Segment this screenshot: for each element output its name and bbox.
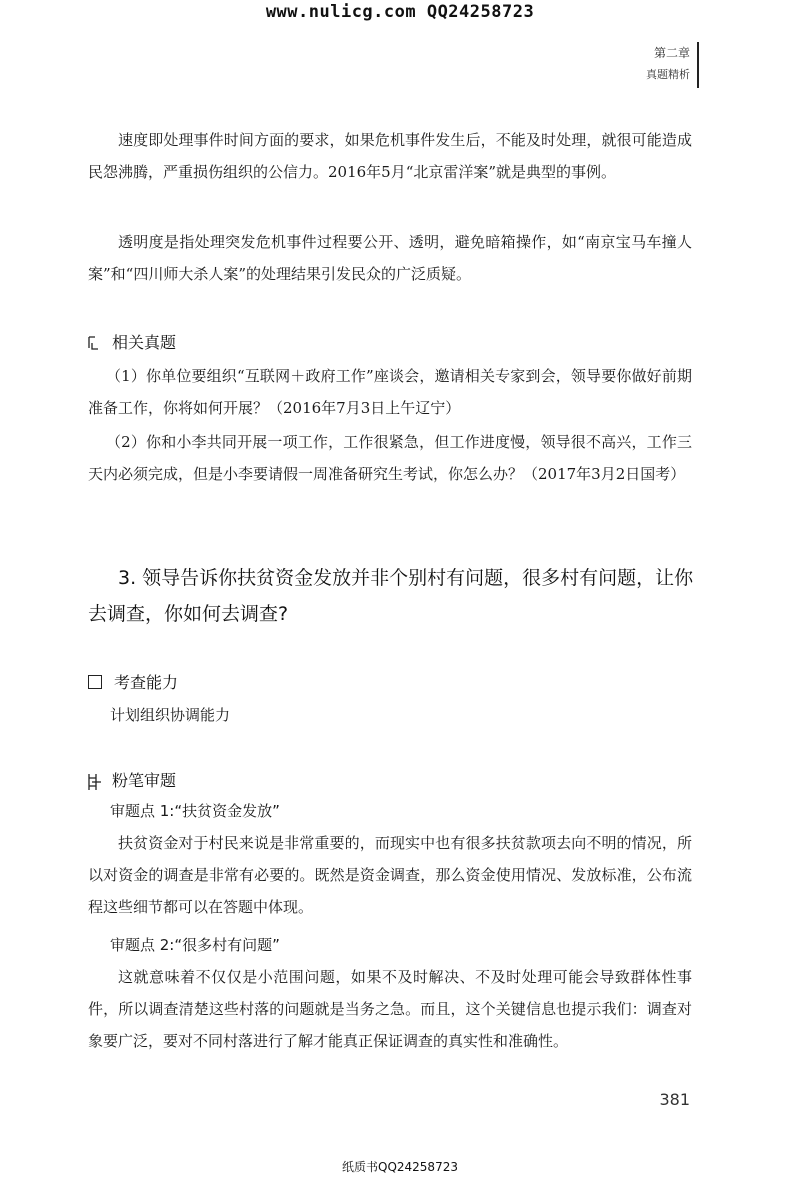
point1-title: 审题点 1:“扶贫资金发放” — [110, 802, 280, 820]
ability-heading-text: 考查能力 — [114, 673, 179, 692]
intro-paragraph-2: 透明度是指处理突发危机事件过程要公开、透明，避免暗箱操作，如“南京宝马车撞人案”和“四川师大杀人案”的处理结果引发民众的广泛质疑。 — [88, 233, 692, 283]
related-item-2: （2）你和小李共同开展一项工作，工作很紧急，但工作进度慢，领导很不高兴，工作三天内必须完成，但是小李要请假一周准备研究生考试，你怎么办？（2017年3月2日国考） — [88, 433, 692, 483]
watermark-bottom: 纸质书QQ24258723 — [342, 1160, 458, 1174]
question-title: 3. 领导告诉你扶贫资金发放并非个别村有问题，很多村有问题，让你去调查，你如何去调查? — [88, 567, 694, 625]
page-number: 381 — [659, 1090, 690, 1109]
ability-text: 计划组织协调能力 — [110, 706, 231, 724]
bracket-icon — [88, 335, 100, 349]
related-item-1: （1）你单位要组织“互联网＋政府工作”座谈会，邀请相关专家到会，领导要你做好前期准备工作，你将如何开展？（2016年7月3日上午辽宁） — [88, 367, 692, 417]
point1-text: 扶贫资金对于村民来说是非常重要的，而现实中也有很多扶贫款项去向不明的情况，所以对资金的调查是非常有必要的。既然是资金调查，那么资金使用情况、发放标准，公布流程这些细节都可以在答题中体现。 — [88, 834, 692, 916]
point2-text: 这就意味着不仅仅是小范围问题，如果不及时解决、不及时处理可能会导致群体性事件，所以调查清楚这些村落的问题就是当务之急。而且，这个关键信息也提示我们：调查对象要广泛，要对不同村落进行了解才能真正保证调查的真实性和准确性。 — [88, 968, 692, 1050]
intro-paragraph-1: 速度即处理事件时间方面的要求，如果危机事件发生后，不能及时处理，就很可能造成民怨沸腾，严重损伤组织的公信力。2016年5月“北京雷洋案”就是典型的事例。 — [88, 131, 692, 181]
square-icon — [88, 675, 102, 689]
related-heading-text: 相关真题 — [112, 333, 177, 352]
header-rule — [697, 42, 699, 88]
watermark-top: www.nulicg.com QQ24258723 — [265, 2, 535, 22]
ability-heading — [88, 670, 178, 693]
section-label: 真题精析 — [646, 68, 690, 81]
point2-title: 审题点 2:“很多村有问题” — [110, 936, 280, 954]
chapter-label: 第二章 — [653, 46, 690, 60]
analysis-heading-text: 粉笔审题 — [112, 771, 177, 790]
analysis-heading — [88, 768, 176, 791]
related-heading — [88, 330, 176, 353]
grid-icon — [88, 773, 100, 787]
